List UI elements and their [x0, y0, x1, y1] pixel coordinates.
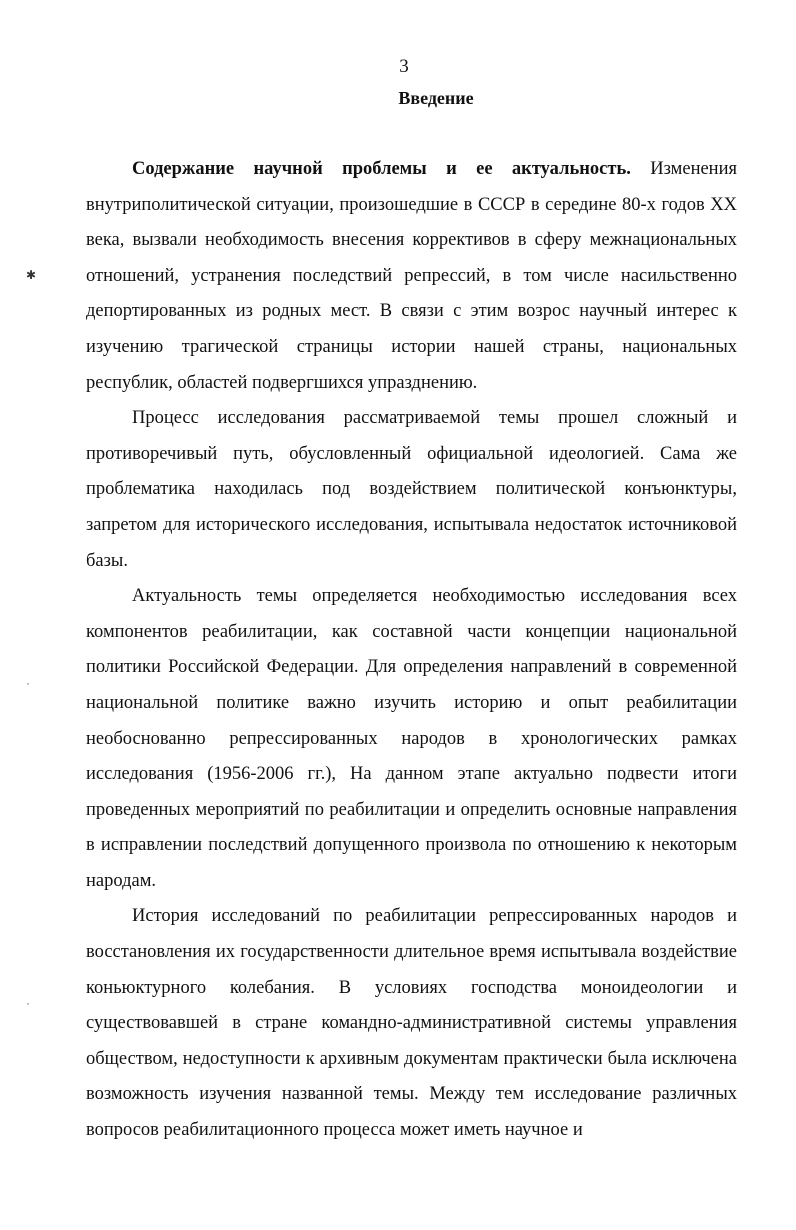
margin-mark: ✱ [26, 268, 37, 282]
paragraph-1 [86, 152, 737, 401]
margin-mark: ˙ [26, 1000, 30, 1014]
paragraph-1-lead: Содержание научной проблемы и ее актуальность. [132, 159, 631, 179]
paragraph-4: История исследований по реабилитации репрессированных народов и восстановления их государственности длительное время испытывала воздействие коньюктурного колебания. В условиях господства моноидеологии и существовавшей в стране командно-административной системы управления обществом, недоступности к архивным документам практически была исключена возможность изучения названной темы. Между тем исследование различных вопросов реабилитационного процесса может иметь научное и [86, 906, 737, 1141]
paragraph-2: Процесс исследования рассматриваемой темы прошел сложный и противоречивый путь, обусловленный официальной идеологией. Сама же проблематика находилась под воздействием политической конъюнктуры, запретом для исторического исследования, испытывала недостаток источниковой базы. [86, 408, 737, 571]
margin-mark: ˙ [26, 680, 30, 694]
page-number: 3 [399, 56, 409, 77]
body-text [86, 152, 737, 1149]
page-heading: Введение [398, 88, 474, 108]
paragraph-3: Актуальность темы определяется необходимостью исследования всех компонентов реабилитации, как составной части концепции национальной политики Российской Федерации. Для определения направлений в современной национальной политике важно изучить историю и опыт реабилитации необоснованно репрессированных народов в хронологических рамках исследования (1956-2006 гг.), На данном этапе актуально подвести итоги проведенных мероприятий по реабилитации и определить основные направления в исправлении последствий допущенного произвола по отношению к некоторым народам. [86, 586, 737, 891]
paragraph-1-text: Изменения внутриполитической ситуации, произошедшие в СССР в середине 80-х годов ХХ века, вызвали необходимость внесения коррективов в сферу межнациональных отношений, устранения последствий репрессий, в том числе насильственно депортированных из родных мест. В связи с этим возрос научный интерес к изучению трагической страницы истории нашей страны, национальных республик, областей подвергшихся упразднению. [86, 159, 737, 393]
